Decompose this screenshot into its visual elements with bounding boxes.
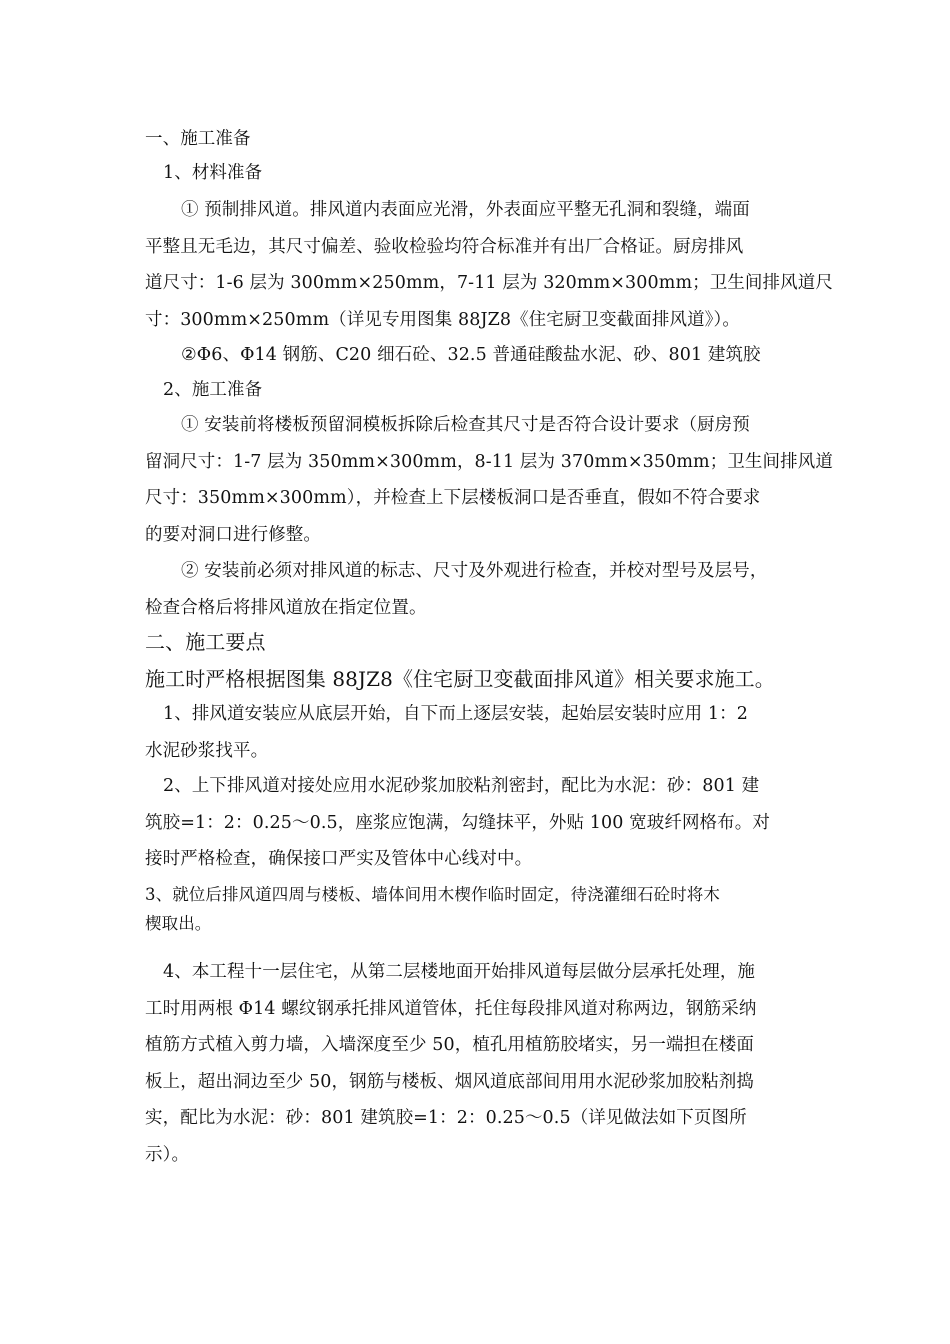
subsection-1-2-heading: 2、施工准备 [163,380,263,400]
list-item-line: 水泥砂浆找平。 [145,741,269,761]
list-item-line: 1、排风道安装应从底层开始，自下而上逐层安装，起始层安装时应用 1：2 [163,704,748,724]
list-item-line: 示）。 [145,1145,190,1165]
list-item-line: 楔取出。 [145,914,212,933]
section-1-heading: 一、施工准备 [145,129,251,149]
paragraph-line: 道尺寸：1-6 层为 300mm×250mm，7-11 层为 320mm×300mm；卫生间排风道尺 [145,273,833,293]
list-item-line: 工时用两根 Φ14 螺纹钢承托排风道管体，托住每段排风道对称两边，钢筋采纳 [145,999,757,1019]
paragraph-line: ① 安装前将楼板预留洞模板拆除后检查其尺寸是否符合设计要求（厨房预 [181,415,750,435]
list-item-line: 植筋方式植入剪力墙，入墙深度至少 50，植孔用植筋胶堵实，另一端担在楼面 [145,1035,754,1055]
subsection-1-1-heading: 1、材料准备 [163,163,263,183]
paragraph-line: 平整且无毛边，其尺寸偏差、验收检验均符合标准并有出厂合格证。厨房排风 [145,237,744,257]
list-item-line: 实，配比为水泥：砂：801 建筑胶=1：2：0.25～0.5（详见做法如下页图所 [145,1108,747,1128]
section-2-heading: 二、施工要点 [145,630,266,654]
paragraph-line: 检查合格后将排风道放在指定位置。 [145,598,427,618]
paragraph-line: ① 预制排风道。排风道内表面应光滑，外表面应平整无孔洞和裂缝，端面 [181,200,750,220]
list-item-line: 接时严格检查，确保接口严实及管体中心线对中。 [145,849,533,869]
section-2-intro: 施工时严格根据图集 88JZ8《住宅厨卫变截面排风道》相关要求施工。 [145,667,775,691]
paragraph-line: 留洞尺寸：1-7 层为 350mm×300mm，8-11 层为 370mm×350mm；卫生间排风道 [145,452,833,472]
list-item-line: 2、上下排风道对接处应用水泥砂浆加胶粘剂密封，配比为水泥：砂：801 建 [163,776,760,796]
paragraph-line: 寸：300mm×250mm（详见专用图集 88JZ8《住宅厨卫变截面排风道》）。 [145,310,740,330]
list-item-line: 板上，超出洞边至少 50，钢筋与楼板、烟风道底部间用用水泥砂浆加胶粘剂捣 [145,1072,754,1092]
paragraph-line: ② 安装前必须对排风道的标志、尺寸及外观进行检查，并校对型号及层号， [181,561,768,581]
paragraph-line: ②Φ6、Φ14 钢筋、C20 细石砼、32.5 普通硅酸盐水泥、砂、801 建筑胶 [181,345,761,365]
paragraph-line: 尺寸：350mm×300mm），并检查上下层楼板洞口是否垂直，假如不符合要求 [145,488,761,508]
paragraph-line: 的要对洞口进行修整。 [145,525,321,545]
list-item-line: 4、本工程十一层住宅，从第二层楼地面开始排风道每层做分层承托处理，施 [163,962,756,982]
list-item-line: 筑胶=1：2：0.25～0.5，座浆应饱满，勾缝抹平，外贴 100 宽玻纤网格布。对 [145,813,770,833]
list-item-line: 3、就位后排风道四周与楼板、墙体间用木楔作临时固定，待浇灌细石砼时将木 [145,885,720,904]
